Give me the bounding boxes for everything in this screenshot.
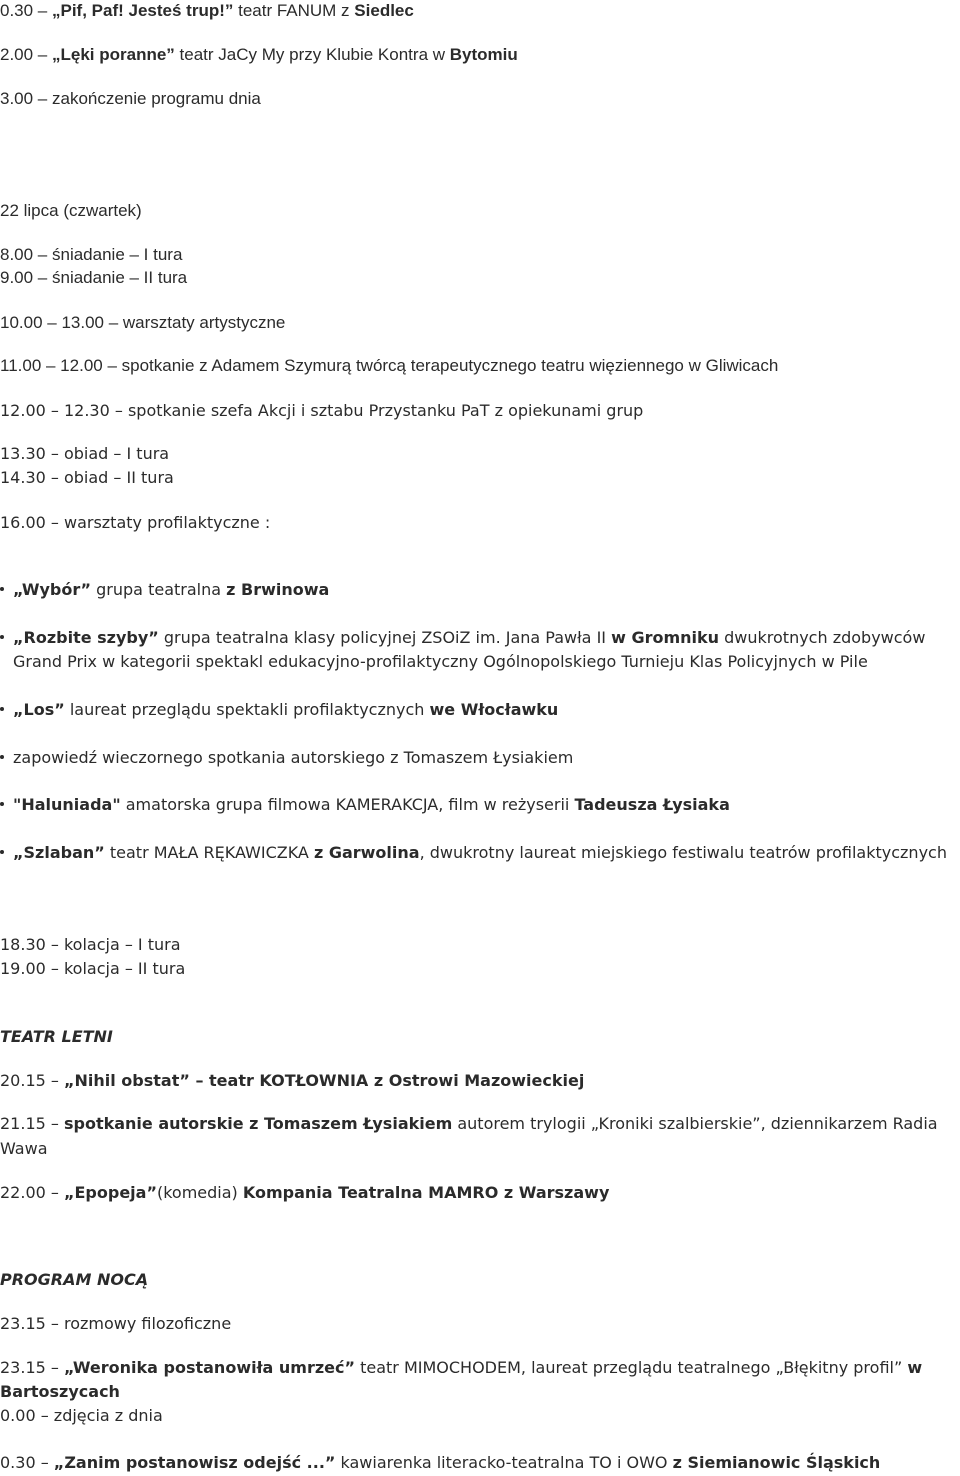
bullet-icon — [0, 802, 4, 806]
schedule-item: 9.00 – śniadanie – II tura — [0, 268, 188, 287]
schedule-item: 11.00 – 12.00 – spotkanie z Adamem Szymurą twórcą terapeutycznego teatru więziennego w Gliwicach — [0, 356, 779, 375]
list-item: „Szlaban” teatr MAŁA RĘKAWICZKA z Garwolina, dwukrotny laureat miejskiego festiwalu teatrów profilaktycznych — [0, 843, 947, 863]
event-line: 0.00 – zdjęcia z dnia — [0, 1406, 163, 1425]
event-line: 2.00 – „Lęki poranne” teatr JaCy My przy Klubie Kontra w Bytomiu — [0, 45, 518, 64]
schedule-item: 19.00 – kolacja – II tura — [0, 959, 186, 978]
section-heading: PROGRAM NOCĄ — [0, 1270, 149, 1289]
event-line: 21.15 – spotkanie autorskie z Tomaszem Łysiakiem autorem trylogii „Kroniki szalbierskie”, dziennikarzem Radia — [0, 1114, 938, 1133]
list-item: „Wybór” grupa teatralna z Brwinowa — [0, 580, 329, 600]
list-item: „Rozbite szyby” grupa teatralna klasy policyjnej ZSOiZ im. Jana Pawła II w Gromniku dwukrotnych zdobywców — [0, 628, 925, 648]
schedule-item: 10.00 – 13.00 – warsztaty artystyczne — [0, 313, 286, 332]
event-line: 20.15 – „Nihil obstat” – teatr KOTŁOWNIA z Ostrowi Mazowieckiej — [0, 1071, 585, 1090]
event-line: 23.15 – rozmowy filozoficzne — [0, 1314, 232, 1333]
event-line: 0.30 – „Pif, Paf! Jesteś trup!” teatr FANUM z Siedlec — [0, 1, 414, 20]
schedule-item: 16.00 – warsztaty profilaktyczne : — [0, 513, 271, 532]
schedule-item: 8.00 – śniadanie – I tura — [0, 245, 183, 264]
list-item: „Los” laureat przeglądu spektakli profilaktycznych we Włocławku — [0, 700, 558, 720]
day-heading: 22 lipca (czwartek) — [0, 201, 142, 220]
bullet-icon — [0, 587, 4, 591]
bullet-icon — [0, 707, 4, 711]
list-item: zapowiedź wieczornego spotkania autorskiego z Tomaszem Łysiakiem — [0, 748, 573, 768]
section-heading: TEATR LETNI — [0, 1027, 113, 1046]
bullet-icon — [0, 850, 4, 854]
list-item-continuation: Grand Prix w kategorii spektakl edukacyjno-profilaktyczny Ogólnopolskiego Turnieju Klas Policyjnych w Pile — [13, 652, 868, 671]
schedule-item: 13.30 – obiad – I tura — [0, 444, 170, 463]
event-line: 3.00 – zakończenie programu dnia — [0, 89, 261, 108]
schedule-item: 14.30 – obiad – II tura — [0, 468, 174, 487]
list-item: "Haluniada" amatorska grupa filmowa KAMERAKCJA, film w reżyserii Tadeusza Łysiaka — [0, 795, 730, 815]
schedule-item: 18.30 – kolacja – I tura — [0, 935, 181, 954]
schedule-item: 12.00 – 12.30 – spotkanie szefa Akcji i sztabu Przystanku PaT z opiekunami grup — [0, 401, 644, 420]
event-line-continuation: Wawa — [0, 1139, 48, 1158]
event-line: 23.15 – „Weronika postanowiła umrzeć” teatr MIMOCHODEM, laureat przeglądu teatralnego „Błękitny profil” w — [0, 1358, 923, 1377]
event-line: 0.30 – „Zanim postanowisz odejść ...” kawiarenka literacko-teatralna TO i OWO z Siemianowic Śląskich — [0, 1453, 881, 1472]
bullet-icon — [0, 755, 4, 759]
bullet-icon — [0, 635, 4, 639]
event-line: 22.00 – „Epopeja”(komedia) Kompania Teatralna MAMRO z Warszawy — [0, 1183, 610, 1202]
event-line-continuation: Bartoszycach — [0, 1382, 120, 1401]
